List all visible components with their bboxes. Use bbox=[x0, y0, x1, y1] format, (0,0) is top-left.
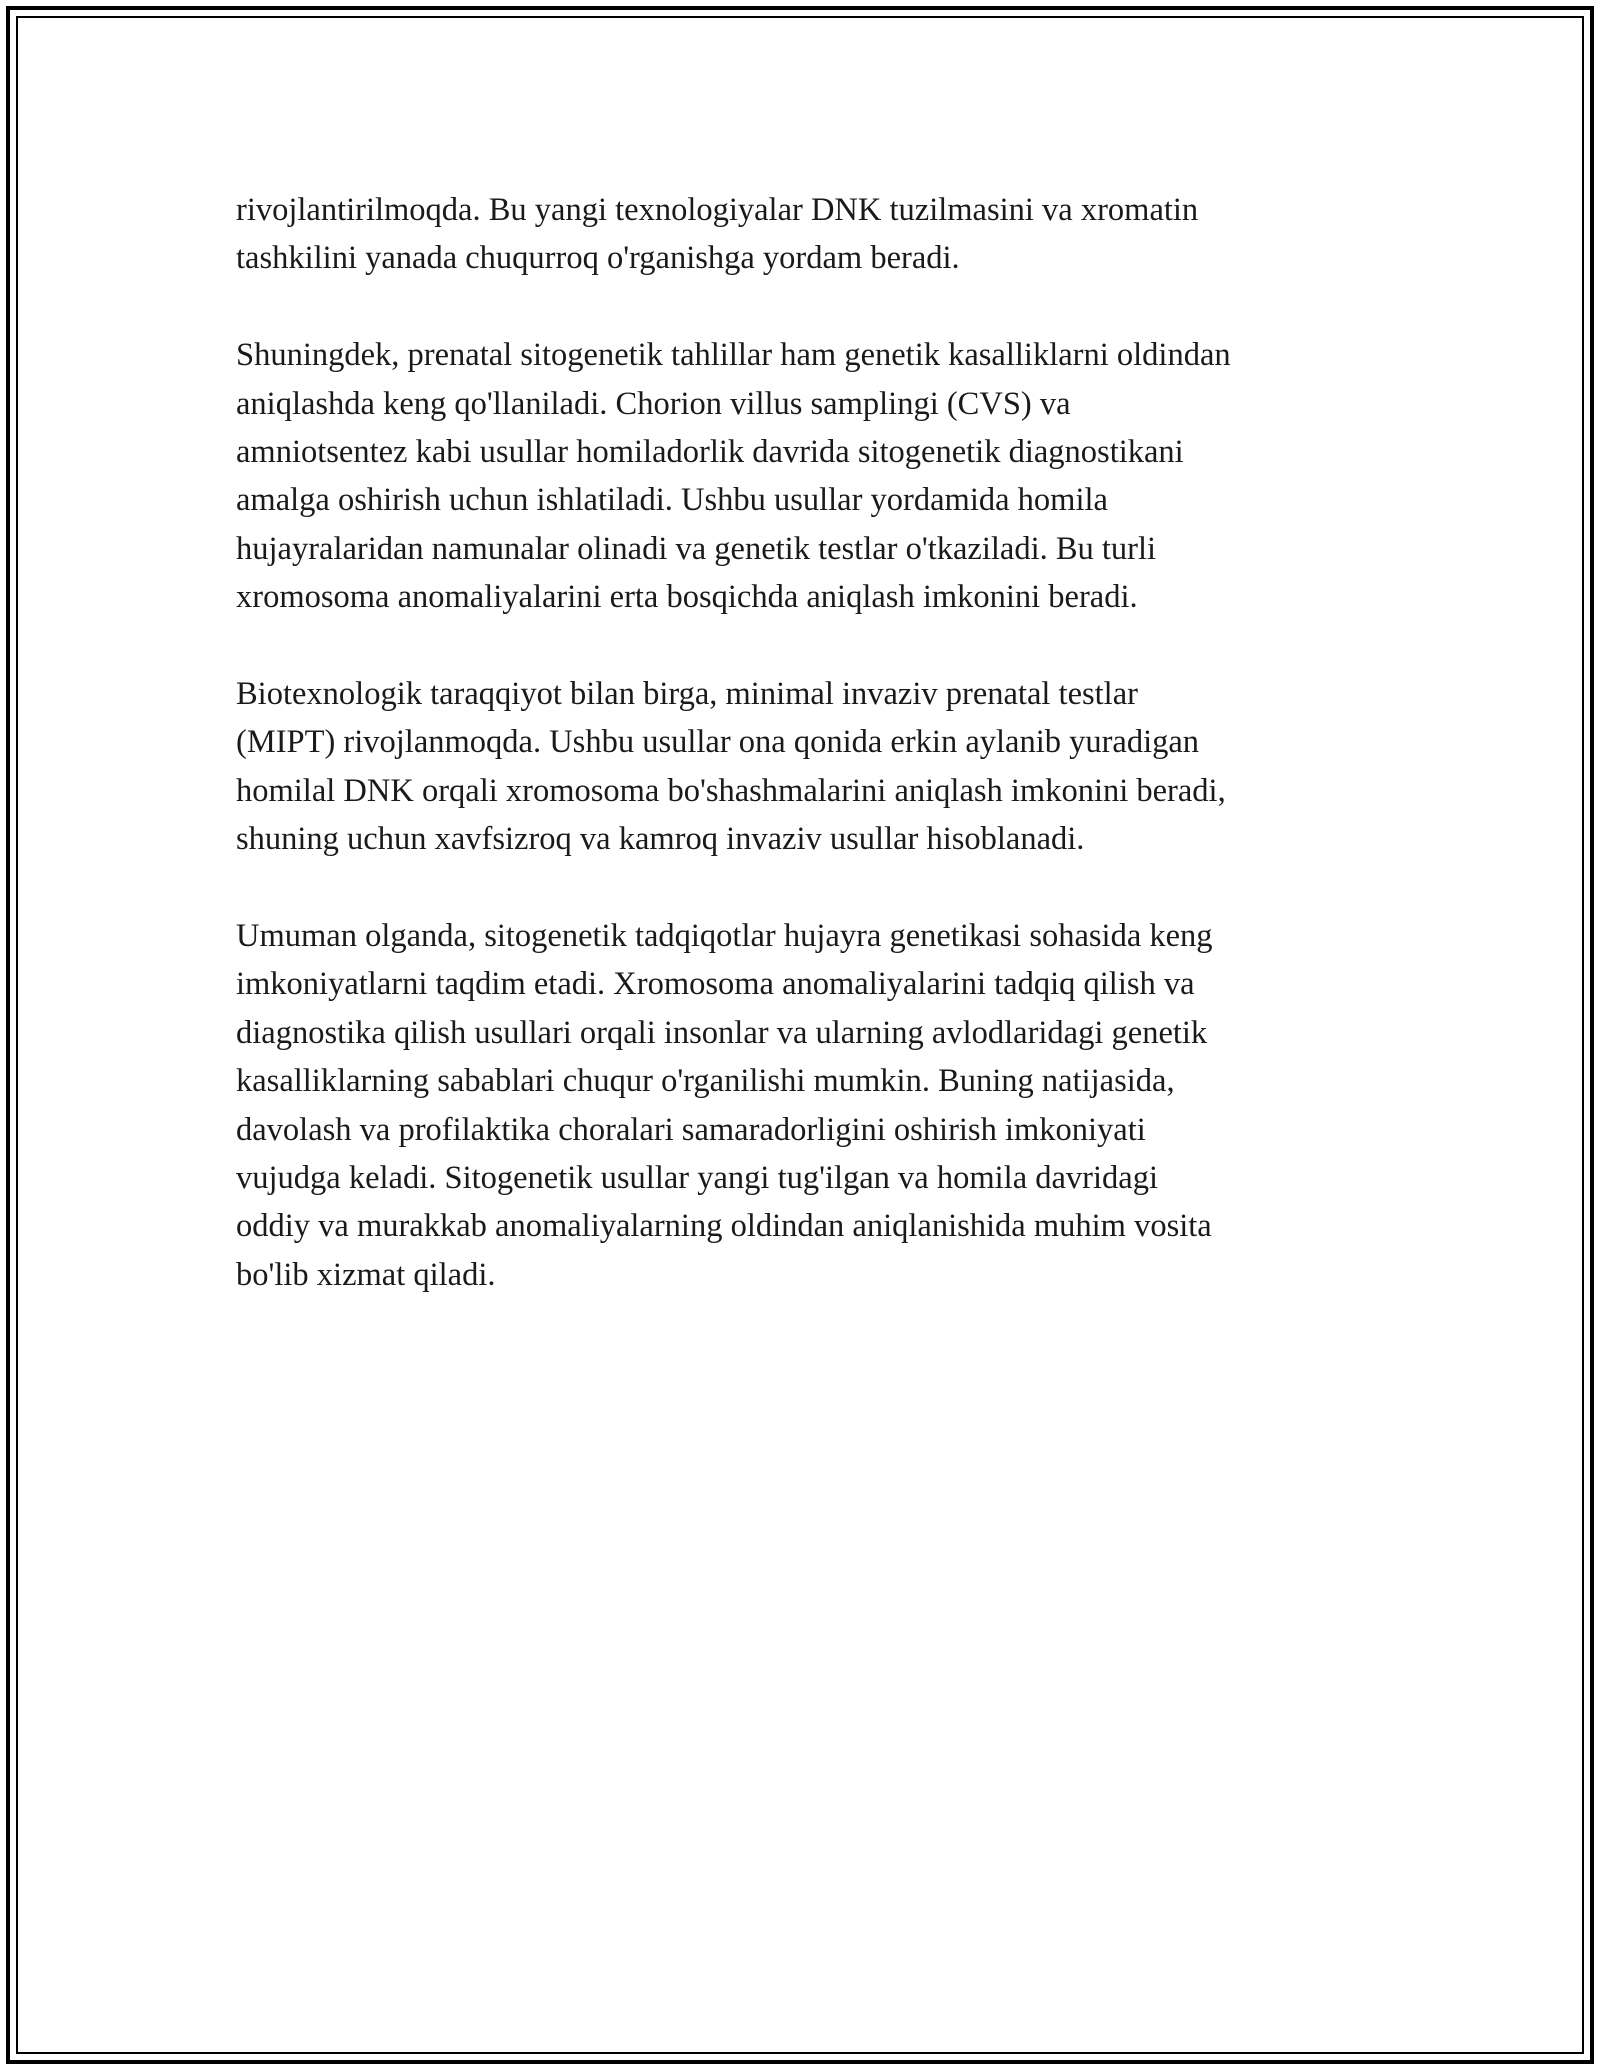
document-body bbox=[236, 186, 1396, 1348]
paragraph-3: Biotexnologik taraqqiyot bilan birga, minimal invaziv prenatal testlar (MIPT) rivojlanmoqda. Ushbu usullar ona qonida erkin aylanib yuradigan homilal DNK orqali xromosoma bo'shashmalarini aniqlash imkonini beradi, shuning uchun xavfsizroq va kamroq invaziv usullar hisoblanadi. bbox=[236, 676, 1226, 858]
paragraph-4: Umuman olganda, sitogenetik tadqiqotlar hujayra genetikasi sohasida keng imkoniyatlarni taqdim etadi. Xromosoma anomaliyalarini tadqiq qilish va diagnostika qilish usullari orqali insonlar va ularning avlodlaridagi genetik kasalliklarning sabablari chuqur o'rganilishi mumkin. Buning natijasida, davolash va profilaktika choralari samaradorligini oshirish imkoniyati vujudga keladi. Sitogenetik usullar yangi tug'ilgan va homila davridagi oddiy va murakkab anomaliyalarning oldindan aniqlanishida muhim vosita bo'lib xizmat qiladi. bbox=[236, 918, 1213, 1293]
paragraph-2: Shuningdek, prenatal sitogenetik tahlillar ham genetik kasalliklarni oldindan aniqlashda keng qo'llaniladi. Chorion villus samplingi (CVS) va amniotsentez kabi usullar homiladorlik davrida sitogenetik diagnostikani amalga oshirish uchun ishlatiladi. Ushbu usullar yordamida homila hujayralaridan namunalar olinadi va genetik testlar o'tkaziladi. Bu turli xromosoma anomaliyalarini erta bosqichda aniqlash imkonini beradi. bbox=[236, 337, 1231, 616]
paragraph-1: rivojlantirilmoqda. Bu yangi texnologiyalar DNK tuzilmasini va xromatin tashkilini yanada chuqurroq o'rganishga yordam beradi. bbox=[236, 192, 1199, 277]
